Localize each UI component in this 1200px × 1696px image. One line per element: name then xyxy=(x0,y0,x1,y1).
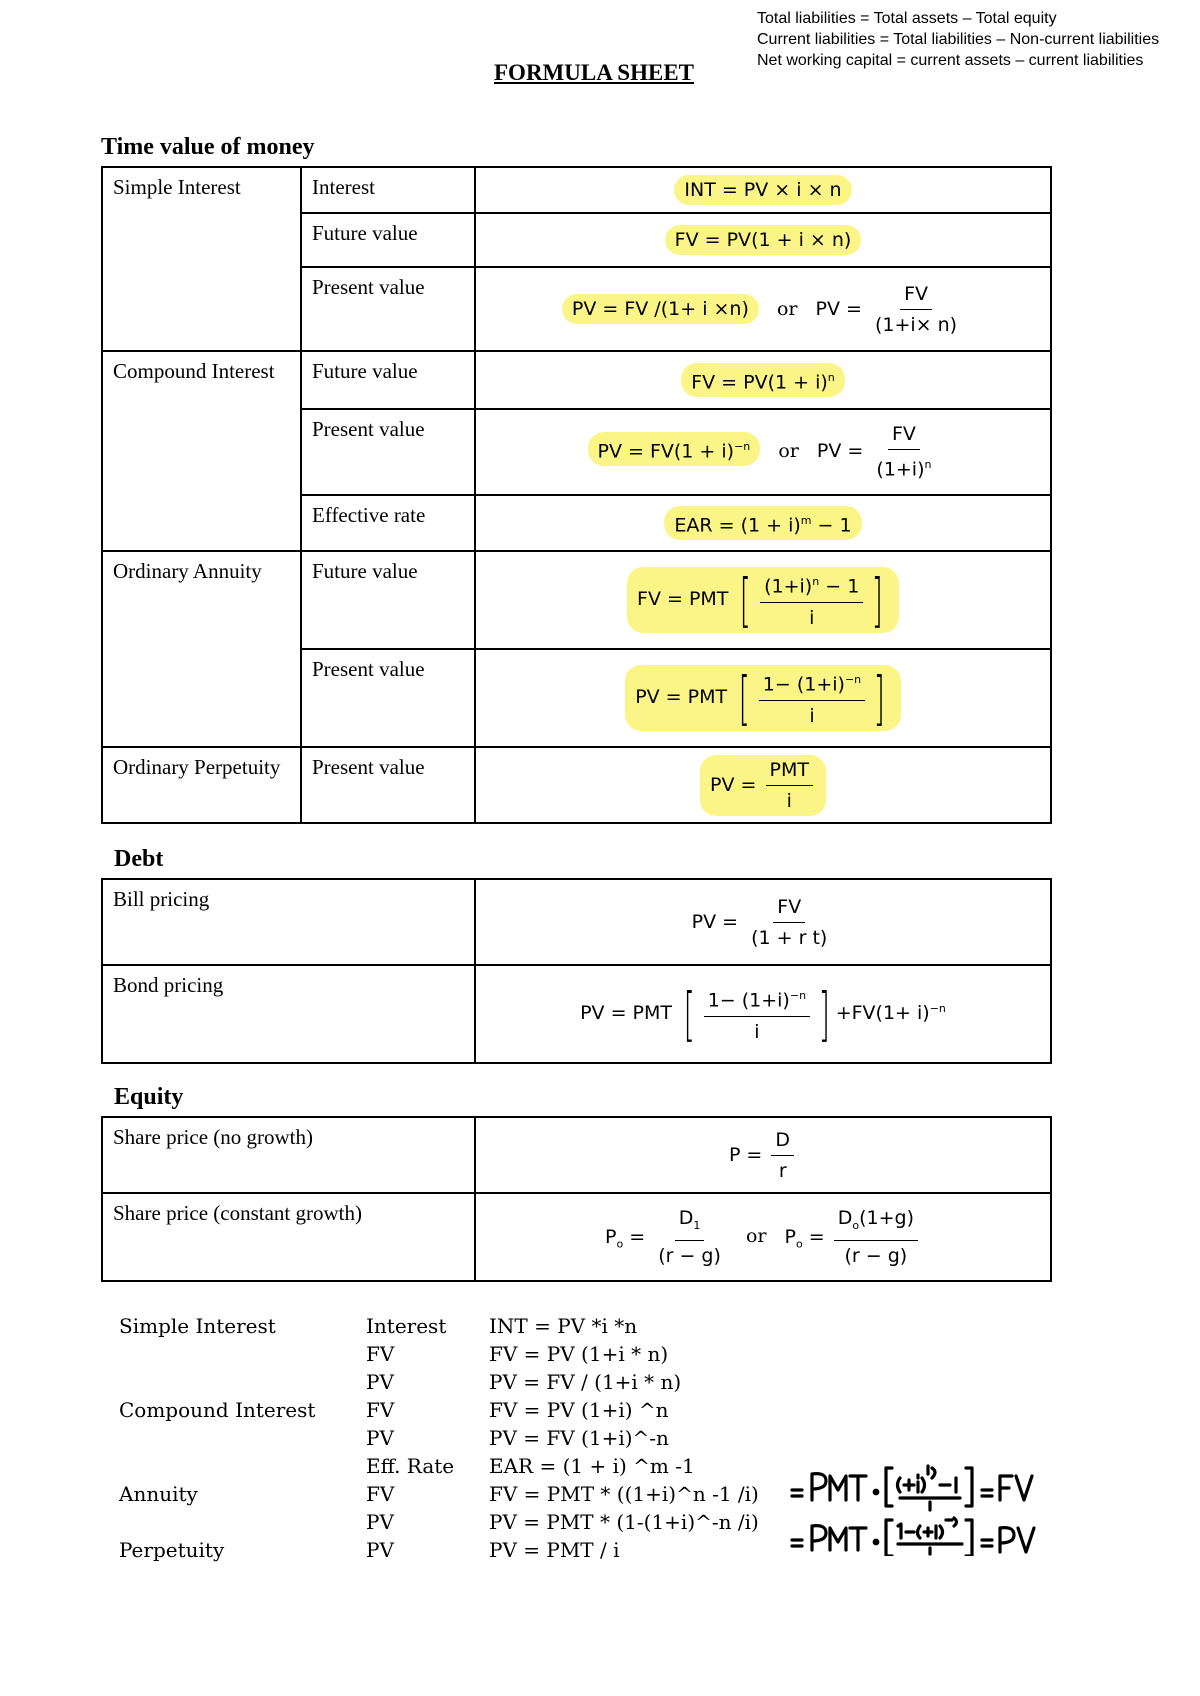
formula-ci-fv: FV = $PV(1 + i)^n$ xyxy=(475,351,1051,409)
row-label: Share price (no growth) xyxy=(102,1117,475,1193)
summary-row: Compound Interest FV FV = PV (1+i) ^n xyxy=(119,1398,669,1422)
formula-summary xyxy=(119,1312,759,1564)
cell-label: Effective rate xyxy=(301,495,475,551)
cell-label: Present value xyxy=(301,649,475,747)
row-label: Ordinary Annuity xyxy=(102,551,301,747)
summary-row: PV PV = PMT * (1-(1+i)^-n /i) xyxy=(366,1510,759,1534)
cell-label: Present value xyxy=(301,267,475,351)
row-label: Bond pricing xyxy=(102,965,475,1063)
formula-simple-interest: INT = PV × i × n xyxy=(475,167,1051,213)
equity-table xyxy=(101,1116,1052,1282)
cell-label: Future value xyxy=(301,351,475,409)
formula-bond: PV = PMT [ $\frac{1- (1+i)^{-n}}{i}$ ] $+FV(1+ i)^{-n}$ xyxy=(475,965,1051,1063)
row-label: Bill pricing xyxy=(102,879,475,965)
cell-label: Present value xyxy=(301,409,475,495)
debt-table xyxy=(101,878,1052,1064)
cell-label: Present value xyxy=(301,747,475,823)
formula-si-fv: FV = PV(1 + i × n) xyxy=(475,213,1051,267)
section-heading-debt: Debt xyxy=(114,846,164,872)
note-line: Net working capital = current assets – current liabilities xyxy=(757,52,1144,69)
formula-si-pv: PV = FV /(1+ i ×n) or PV = $\frac{FV}{(1+i\times n)}$ xyxy=(475,267,1051,351)
formula-bill: PV = $\frac{FV}{\text{(1 + r t)}}$ xyxy=(475,879,1051,965)
section-heading-tvm: Time value of money xyxy=(101,134,315,160)
formula-ear: EAR = $(1 + i)^m - 1$ xyxy=(475,495,1051,551)
summary-row: Simple Interest Interest INT = PV *i *n xyxy=(119,1314,638,1338)
summary-row: Eff. Rate EAR = (1 + i) ^m -1 xyxy=(366,1454,695,1478)
formula-share-const-growth: $P_o$ = $\frac{D_1}{(r - g)}$ or $P_o$ = $\frac{D_o(1+g)}{(r - g)}$ xyxy=(475,1193,1051,1281)
summary-row: PV PV = FV / (1+i * n) xyxy=(366,1370,682,1394)
cell-label: Interest xyxy=(301,167,475,213)
formula-ci-pv: PV = $FV(1 + i)^{-n}$ or PV = $\frac{FV}{(1+i)^n}$ xyxy=(475,409,1051,495)
formula-annuity-pv: PV = PMT [ $\frac{1- (1+i)^{-n}}{i}$ ] xyxy=(475,649,1051,747)
row-label: Simple Interest xyxy=(102,167,301,351)
row-label: Ordinary Perpetuity xyxy=(102,747,301,823)
cell-label: Future value xyxy=(301,551,475,649)
balance-notes xyxy=(757,8,1159,71)
section-heading-equity: Equity xyxy=(114,1084,184,1110)
formula-perpetuity: PV = $\frac{\text{PMT}}{i}$ xyxy=(475,747,1051,823)
cell-label: Future value xyxy=(301,213,475,267)
page-title: FORMULA SHEET xyxy=(494,60,695,85)
note-line: Current liabilities = Total liabilities – Non-current liabilities xyxy=(757,31,1160,48)
row-label: Compound Interest xyxy=(102,351,301,551)
handwritten-annotation xyxy=(790,1456,1090,1556)
note-line: Total liabilities = Total assets – Total equity xyxy=(757,10,1057,27)
summary-row: Annuity FV FV = PMT * ((1+i)^n -1 /i) xyxy=(119,1482,759,1506)
formula-share-no-growth: P = $\frac{D}{r}$ xyxy=(475,1117,1051,1193)
summary-row: PV PV = FV (1+i)^-n xyxy=(366,1426,669,1450)
formula-annuity-fv: FV = PMT [ $\frac{(1+i)^n - 1}{i}$ ] xyxy=(475,551,1051,649)
summary-row: FV FV = PV (1+i * n) xyxy=(366,1342,669,1366)
summary-row: Perpetuity PV PV = PMT / i xyxy=(119,1538,620,1562)
row-label: Share price (constant growth) xyxy=(102,1193,475,1281)
tvm-table xyxy=(101,166,1052,824)
